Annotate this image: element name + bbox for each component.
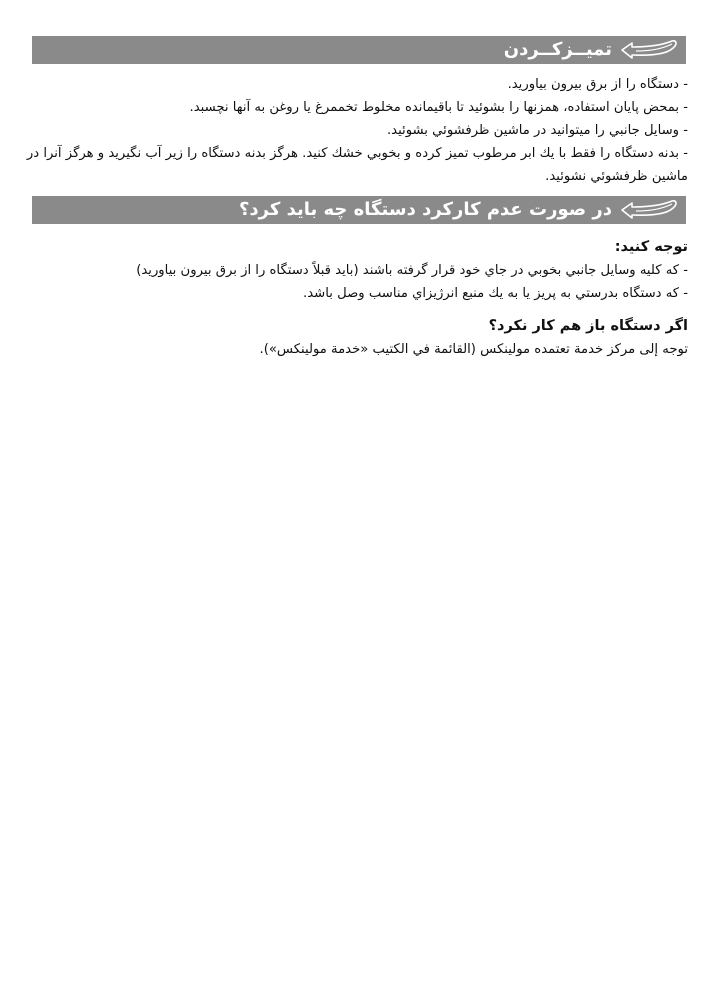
still-not-working-heading: اگر دستگاه باز هم كار نكرد؟: [488, 318, 688, 334]
section-title-malfunction: در صورت عدم كاركرد دستگاه چه بايد كرد؟: [238, 199, 612, 220]
malfunction-instructions: [22, 236, 688, 361]
arrow-icon: [620, 39, 678, 61]
service-center-text: توجه إلى مركز خدمة تعتمده مولينكس (القائمة في الكتيب «خدمة مولينكس»).: [259, 342, 688, 357]
note-heading: توجه كنيد:: [614, 239, 688, 255]
list-item: - بمحض پايان استفاده، همزنها را بشوئيد تا باقيمانده مخلوط تخممرغ يا روغن به آنها نچسبد.: [189, 100, 688, 115]
list-item: - وسايل جانبي را ميتوانيد در ماشين ظرفشوئي بشوئيد.: [386, 123, 688, 138]
list-item: - كه دستگاه بدرستي به پريز يا به يك منبع انرژيزاي مناسب وصل باشد.: [303, 286, 688, 301]
list-item: - كه كليه وسايل جانبي بخوبي در جاي خود قرار گرفته باشند (بايد قبلاً دستگاه را از برق بيرون بياوريد): [136, 263, 688, 278]
list-item: - بدنه دستگاه را فقط با يك ابر مرطوب تميز كرده و بخوبي خشك كنيد. هرگز بدنه دستگاه را زير آب نگيريد و هرگز آنرا در ماشين ظرفشوئي نشوئيد.: [26, 146, 688, 184]
arrow-icon: [620, 199, 678, 221]
cleaning-instructions: [22, 73, 688, 188]
list-item: - دستگاه را از برق بيرون بياوريد.: [507, 77, 688, 92]
section-title-cleaning: تميــزكــردن: [503, 39, 612, 60]
section-header-cleaning: [32, 36, 686, 64]
section-header-malfunction: [32, 196, 686, 224]
spacer: [22, 305, 688, 315]
